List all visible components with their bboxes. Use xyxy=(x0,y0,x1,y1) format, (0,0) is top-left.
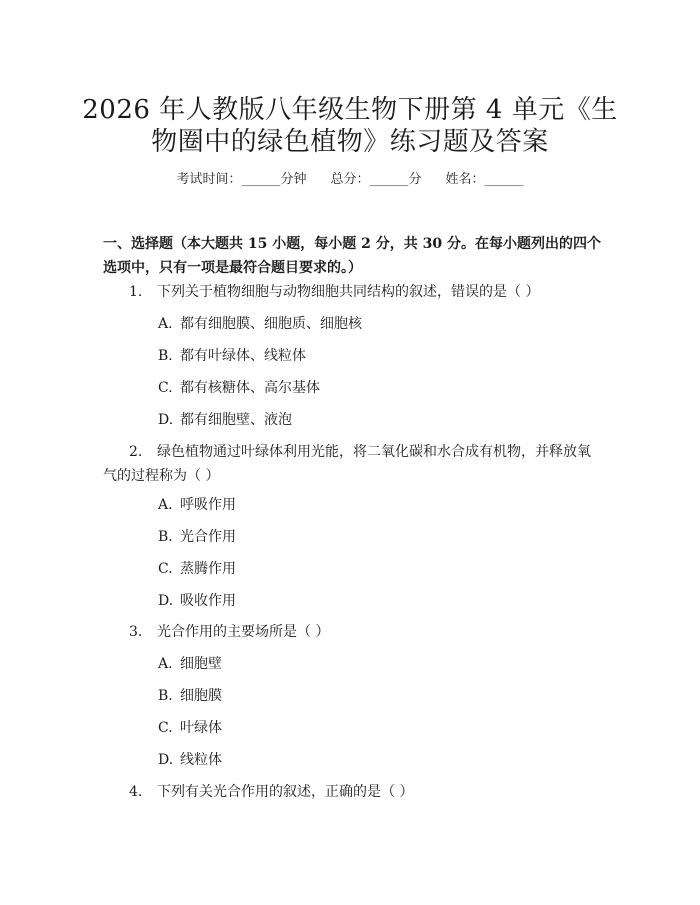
title-line-1: 2026 年人教版八年级生物下册第 4 单元《生 xyxy=(82,95,618,125)
option-3c: C. 叶绿体 xyxy=(158,720,222,736)
option-3d: D. 线粒体 xyxy=(158,752,222,768)
question-number: 3. xyxy=(129,624,143,640)
option-2b: B. 光合作用 xyxy=(158,529,236,545)
option-2c: C. 蒸腾作用 xyxy=(158,561,236,577)
question-text: 下列有关光合作用的叙述，正确的是（ ） xyxy=(157,784,414,800)
question-text: 绿色植物通过叶绿体利用光能，将二氧化碳和水合成有机物，并释放氧气的过程称为（ ） xyxy=(103,444,591,484)
option-3b: B. 细胞膜 xyxy=(158,688,222,704)
option-1b: B. 都有叶绿体、线粒体 xyxy=(158,348,306,364)
question-1 xyxy=(103,280,603,304)
question-number: 2. xyxy=(129,444,143,460)
option-1c: C. 都有核糖体、高尔基体 xyxy=(158,380,320,396)
exam-name: 姓名：______ xyxy=(445,172,524,187)
title-line-2: 物圈中的绿色植物》练习题及答案 xyxy=(151,127,549,157)
question-2 xyxy=(103,440,603,488)
option-1d: D. 都有细胞壁、液泡 xyxy=(158,412,292,428)
exam-score: 总分：______分 xyxy=(330,172,422,187)
option-1a: A. 都有细胞膜、细胞质、细胞核 xyxy=(158,316,362,332)
question-text: 下列关于植物细胞与动物细胞共同结构的叙述，错误的是（ ） xyxy=(157,284,540,300)
question-3 xyxy=(103,620,603,644)
exam-time: 考试时间：______分钟 xyxy=(176,172,307,187)
exam-meta xyxy=(0,168,700,187)
question-number: 1. xyxy=(129,284,143,300)
option-2d: D. 吸收作用 xyxy=(158,593,236,609)
option-2a: A. 呼吸作用 xyxy=(158,497,236,513)
section-heading: 一、选择题（本大题共 15 小题，每小题 2 分，共 30 分。在每小题列出的四个选项中，只有一项是最符合题目要求的。） xyxy=(103,236,601,276)
question-4 xyxy=(103,780,603,804)
option-3a: A. 细胞壁 xyxy=(158,656,222,672)
question-text: 光合作用的主要场所是（ ） xyxy=(157,624,330,640)
question-number: 4. xyxy=(129,784,143,800)
